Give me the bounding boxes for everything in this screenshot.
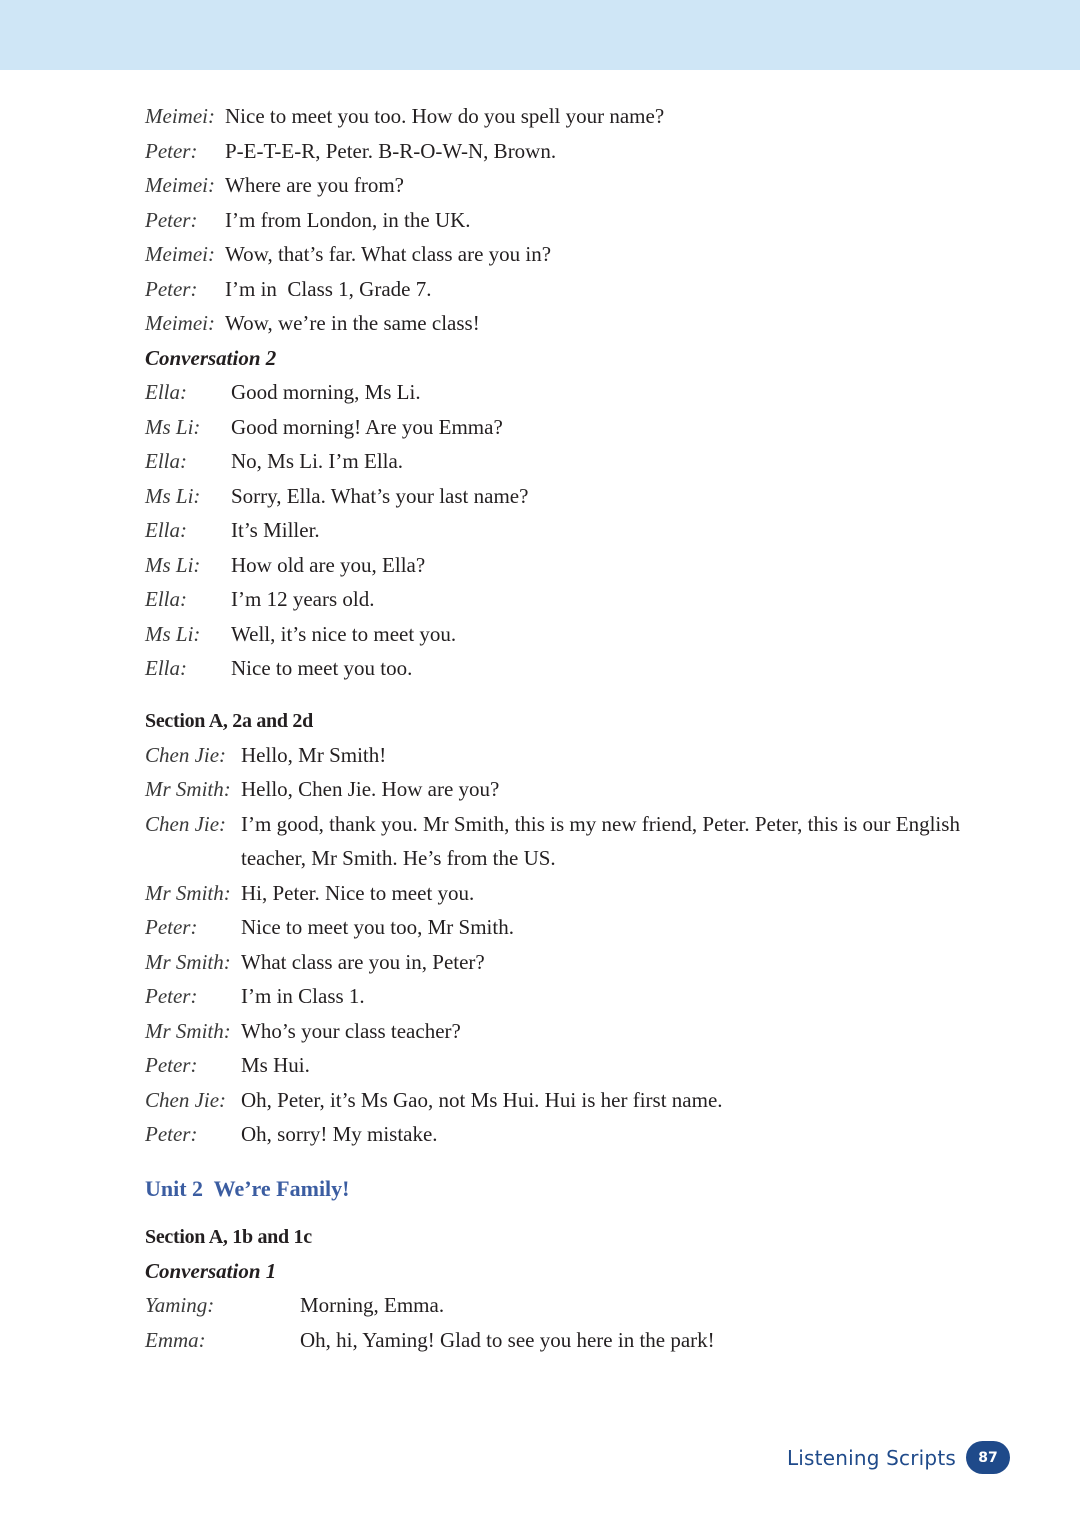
- utterance-text: Oh, Peter, it’s Ms Gao, not Ms Hui. Hui is her first name.: [241, 1087, 723, 1112]
- dialogue-line: [145, 168, 1025, 203]
- utterance-text: It’s Miller.: [231, 518, 320, 542]
- speaker-name: Meimei:: [145, 242, 215, 266]
- speaker-name: Ella:: [145, 518, 187, 542]
- utterance-text: Oh, hi, Yaming! Glad to see you here in the park!: [300, 1327, 715, 1352]
- unit-2-conversation-1-dialogue: [145, 1288, 1025, 1357]
- top-color-band: [0, 0, 1080, 70]
- utterance-text: Good morning, Ms Li.: [231, 380, 421, 404]
- dialogue-line: [145, 910, 1025, 945]
- dialogue-line: [145, 651, 1025, 686]
- utterance-text: Nice to meet you too. How do you spell your name?: [225, 104, 665, 128]
- utterance-text: Hello, Mr Smith!: [241, 742, 387, 767]
- utterance-text: Nice to meet you too.: [231, 656, 413, 680]
- conversation-heading: Conversation 1: [145, 1258, 277, 1283]
- dialogue-line: [145, 479, 1025, 514]
- speaker-name: Ms Li:: [145, 621, 201, 646]
- footer-label: Listening Scripts: [786, 1445, 956, 1470]
- dialogue-line: [145, 738, 1025, 773]
- dialogue-line: [145, 237, 1025, 272]
- speaker-name: Peter:: [145, 207, 198, 232]
- utterance-text: What class are you in, Peter?: [241, 949, 485, 974]
- speaker-name: Mr Smith:: [145, 777, 231, 801]
- speaker-name: Meimei:: [145, 173, 215, 197]
- speaker-name: Chen Jie:: [145, 1087, 227, 1112]
- speaker-name: Mr Smith:: [145, 880, 231, 905]
- utterance-text: I’m good, thank you. Mr Smith, this is my new friend, Peter. Peter, this is our English teacher, Mr Smith. He’s from the US.: [241, 811, 960, 870]
- utterance-text: How old are you, Ella?: [231, 552, 426, 577]
- speaker-name: Meimei:: [145, 311, 215, 335]
- dialogue-line: [145, 1014, 1025, 1049]
- dialogue-line: [145, 1083, 1025, 1118]
- speaker-name: Peter:: [145, 984, 198, 1008]
- section-heading: Section A, 2a and 2d: [145, 709, 313, 732]
- conversation-1-dialogue: [145, 99, 1025, 341]
- dialogue-line: [145, 1288, 1025, 1323]
- speaker-name: Ella:: [145, 587, 187, 611]
- dialogue-line: [145, 1117, 1025, 1152]
- dialogue-line: [145, 444, 1025, 479]
- dialogue-line: [145, 979, 1025, 1014]
- listening-script-content: [145, 99, 1025, 1357]
- dialogue-line: [145, 1048, 1025, 1083]
- speaker-name: Peter:: [145, 1053, 198, 1077]
- speaker-name: Peter:: [145, 138, 198, 163]
- utterance-text: Morning, Emma.: [300, 1293, 445, 1317]
- utterance-text: Oh, sorry! My mistake.: [241, 1122, 438, 1146]
- utterance-text: Ms Hui.: [241, 1053, 310, 1077]
- utterance-text: Wow, that’s far. What class are you in?: [225, 242, 552, 266]
- speaker-name: Ms Li:: [145, 552, 201, 577]
- utterance-text: Who’s your class teacher?: [241, 1018, 461, 1043]
- utterance-text: I’m in Class 1, Grade 7.: [225, 276, 432, 301]
- speaker-name: Ella:: [145, 380, 187, 404]
- utterance-text: Well, it’s nice to meet you.: [231, 621, 457, 646]
- page-footer: [787, 1441, 1010, 1474]
- unit-title: Unit 2 We’re Family!: [145, 1175, 350, 1201]
- utterance-text: Nice to meet you too, Mr Smith.: [241, 915, 514, 939]
- dialogue-line: [145, 134, 1025, 169]
- dialogue-line: [145, 410, 1025, 445]
- dialogue-line: [145, 876, 1025, 911]
- speaker-name: Ella:: [145, 449, 187, 473]
- utterance-text: Wow, we’re in the same class!: [225, 311, 480, 335]
- utterance-text: Good morning! Are you Emma?: [231, 414, 503, 439]
- section-2a-dialogue: [145, 738, 1025, 1152]
- section-heading: Section A, 1b and 1c: [145, 1225, 312, 1248]
- utterance-text: I’m 12 years old.: [231, 587, 375, 611]
- dialogue-line: [145, 617, 1025, 652]
- utterance-text: Where are you from?: [225, 173, 404, 197]
- utterance-text: Hi, Peter. Nice to meet you.: [241, 880, 475, 905]
- dialogue-line: [145, 513, 1025, 548]
- dialogue-line: [145, 807, 1025, 876]
- utterance-text: I’m from London, in the UK.: [225, 207, 471, 232]
- conversation-heading: Conversation 2: [145, 345, 277, 370]
- speaker-name: Ms Li:: [145, 483, 201, 508]
- speaker-name: Chen Jie:: [145, 742, 227, 767]
- utterance-text: Hello, Chen Jie. How are you?: [241, 777, 500, 801]
- speaker-name: Ella:: [145, 656, 187, 680]
- speaker-name: Chen Jie:: [145, 811, 227, 836]
- conversation-2-dialogue: [145, 375, 1025, 686]
- speaker-name: Yaming:: [145, 1293, 215, 1317]
- speaker-name: Emma:: [145, 1327, 206, 1352]
- speaker-name: Meimei:: [145, 104, 215, 128]
- dialogue-line: [145, 203, 1025, 238]
- page-number-badge: 87: [966, 1441, 1010, 1474]
- dialogue-line: [145, 548, 1025, 583]
- utterance-text: P-E-T-E-R, Peter. B-R-O-W-N, Brown.: [225, 138, 557, 163]
- dialogue-line: [145, 582, 1025, 617]
- dialogue-line: [145, 772, 1025, 807]
- dialogue-line: [145, 945, 1025, 980]
- speaker-name: Peter:: [145, 276, 198, 301]
- speaker-name: Mr Smith:: [145, 1018, 231, 1043]
- dialogue-line: [145, 306, 1025, 341]
- utterance-text: I’m in Class 1.: [241, 984, 365, 1008]
- speaker-name: Mr Smith:: [145, 949, 231, 974]
- utterance-text: Sorry, Ella. What’s your last name?: [231, 483, 529, 508]
- speaker-name: Peter:: [145, 915, 198, 939]
- dialogue-line: [145, 375, 1025, 410]
- dialogue-line: [145, 99, 1025, 134]
- utterance-text: No, Ms Li. I’m Ella.: [231, 449, 404, 473]
- speaker-name: Ms Li:: [145, 414, 201, 439]
- dialogue-line: [145, 1323, 1025, 1358]
- dialogue-line: [145, 272, 1025, 307]
- speaker-name: Peter:: [145, 1122, 198, 1146]
